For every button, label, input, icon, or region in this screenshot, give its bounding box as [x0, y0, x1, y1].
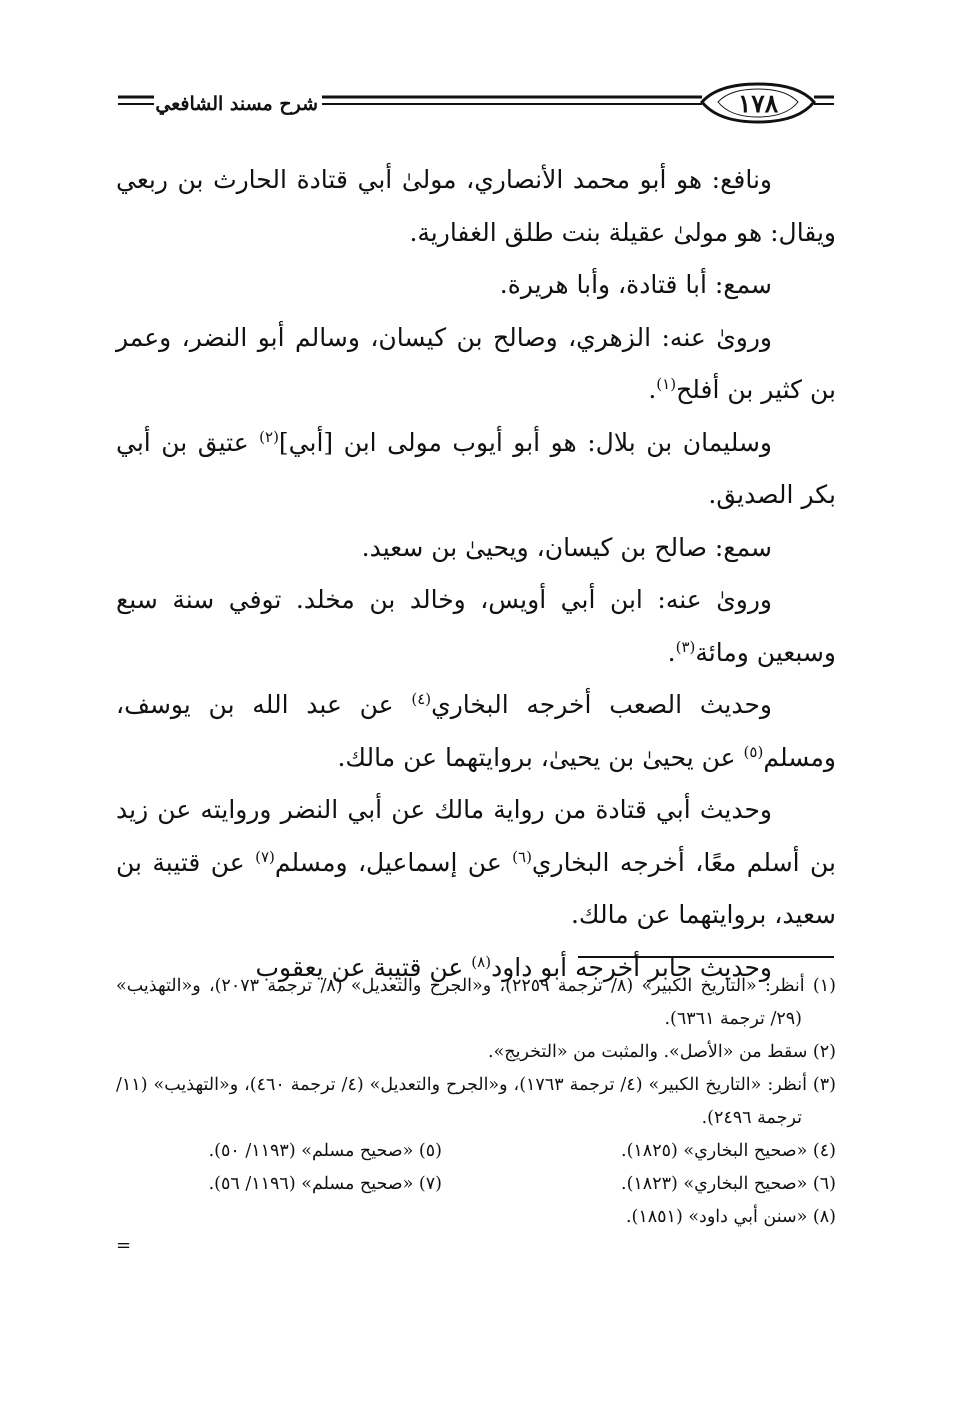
footnote-1: (١) أنظر: «التاريخ الكبير» (٨/ ترجمة ٢٢٥٩)، و«الجرح والتعديل» (٨/ ترجمة ٢٠٧٣)، و«التهذيب» (٢٩/ ترجمة ٦٣٦١). — [116, 976, 836, 1029]
footnote-ref-3[interactable]: (٣) — [675, 637, 696, 656]
footnote-6: (٦) «صحيح البخاري» (١٨٢٣). — [621, 1174, 836, 1194]
footnote-4: (٤) «صحيح البخاري» (١٨٢٥). — [621, 1141, 836, 1161]
main-text — [116, 154, 836, 994]
paragraph-sulayman-narrators — [116, 574, 836, 679]
footnote-ref-7[interactable]: (٧) — [255, 847, 275, 866]
footnote-7: (٧) «صحيح مسلم» (١١٩٦/ ٥٦). — [208, 1174, 442, 1194]
footnote-separator — [578, 956, 834, 958]
footnote-3: (٣) أنظر: «التاريخ الكبير» (٤/ ترجمة ١٧٦٣)، و«الجرح والتعديل» (٤/ ترجمة ٤٦٠)، و«التهذيب» (١١/ ترجمة ٢٤٩٦). — [116, 1075, 836, 1128]
footnote-ref-2[interactable]: (٢) — [259, 427, 279, 446]
footnote-ref-4[interactable]: (٤) — [411, 690, 432, 708]
footnote-row — [116, 1135, 836, 1168]
running-header — [118, 80, 834, 128]
paragraph-text: عن قتيبة بن سعيد، بروايتهما عن مالك. — [116, 847, 836, 929]
footnote-ref-1[interactable]: (١) — [656, 375, 677, 393]
running-title: شرح مسند الشافعي — [158, 86, 318, 122]
paragraph-nafi-narrators — [116, 312, 836, 417]
continuation-mark: = — [116, 1235, 132, 1256]
paragraph-nafi-heard: سمع: أبا قتادة، وأبا هريرة. — [499, 270, 772, 299]
footnote-row — [116, 1168, 836, 1201]
paragraph-text: وحديث أبي قتادة من رواية مالك عن أبي النضر وروايته عن زيد بن أسلم معًا، أخرجه البخاري — [116, 795, 836, 877]
paragraph-hadith-saab — [116, 679, 836, 784]
paragraph-text: وحديث الصعب أخرجه البخاري — [431, 690, 772, 719]
paragraph-text: عن عبد الله بن يوسف، ومسلم — [116, 690, 836, 772]
footnotes — [116, 970, 836, 1234]
paragraph-hadith-abu-qatada — [116, 784, 836, 942]
paragraph-text: عن إسماعيل، ومسلم — [274, 847, 513, 877]
footnote-8: (٨) «سنن أبي داود» (١٨٥١). — [625, 1207, 836, 1227]
footnote-ref-6[interactable]: (٦) — [512, 847, 532, 866]
page-number: ١٧٨ — [737, 89, 779, 118]
paragraph-tail: . — [667, 637, 676, 667]
paragraph-text: وسليمان بن بلال: هو أبو أيوب مولى ابن [أبي] — [278, 427, 772, 457]
paragraph-text: وحديث جابر أخرجه أبو داود — [491, 952, 772, 982]
paragraph-text: عتيق بن أبي بكر الصديق. — [116, 427, 836, 509]
paragraph-nafi: ونافع: هو أبو محمد الأنصاري، مولىٰ أبي قتادة الحارث بن ربعي ويقال: هو مولىٰ عقيلة بنت طلق الغفارية. — [116, 165, 836, 247]
paragraph-text: وروىٰ عنه: ابن أبي أويس، وخالد بن مخلد. توفي سنة سبع وسبعين ومائة — [116, 585, 836, 667]
paragraph-sulayman — [116, 417, 836, 522]
footnote-ref-8[interactable]: (٨) — [471, 952, 492, 971]
paragraph-text: عن يحيىٰ بن يحيىٰ، بروايتهما عن مالك. — [337, 742, 744, 772]
paragraph-text: عن قتيبة عن يعقوب — [255, 952, 472, 982]
footnote-ref-5[interactable]: (٥) — [743, 742, 764, 761]
paragraph-text: وروىٰ عنه: الزهري، وصالح بن كيسان، وسالم أبو النضر، وعمر بن كثير بن أفلح — [116, 322, 836, 404]
paragraph-tail: . — [648, 375, 657, 404]
footnote-2: (٢) سقط من «الأصل». والمثبت من «التخريج». — [488, 1042, 836, 1062]
footnote-5: (٥) «صحيح مسلم» (١١٩٣/ ٥٠). — [208, 1141, 442, 1161]
paragraph-sulayman-heard: سمع: صالح بن كيسان، ويحيىٰ بن سعيد. — [361, 532, 772, 562]
